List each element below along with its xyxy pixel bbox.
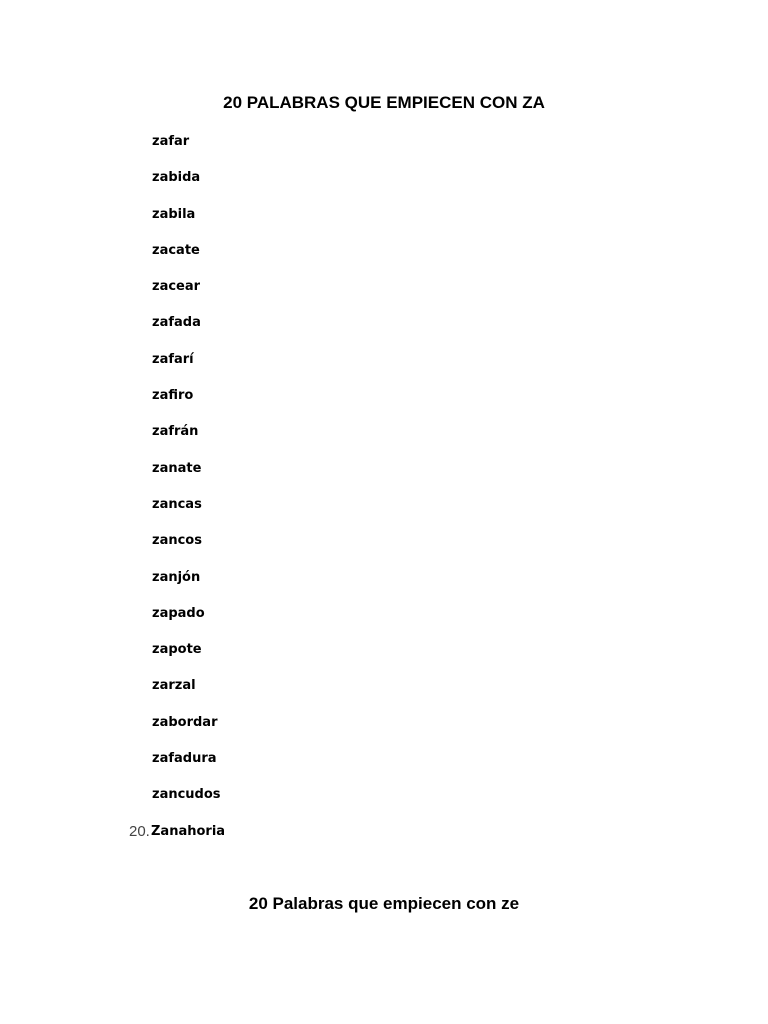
list-item-word: zanjón	[152, 569, 201, 585]
list-item	[0, 566, 400, 602]
list-item	[0, 384, 400, 420]
list-item-word: zarzal	[152, 678, 196, 694]
list-item-word: zafarí	[152, 351, 194, 367]
list-item	[0, 529, 400, 565]
page-title: 20 PALABRAS QUE EMPIECEN CON ZA	[223, 93, 545, 112]
word-list	[0, 130, 400, 856]
list-item-word: zafiro	[152, 388, 194, 404]
list-item	[0, 130, 400, 166]
list-item-word: zabida	[152, 170, 201, 186]
list-item	[0, 674, 400, 710]
list-item	[0, 457, 400, 493]
list-item-word: zapado	[152, 605, 205, 621]
list-item	[0, 166, 400, 202]
list-item	[0, 420, 400, 456]
list-item-word: zapote	[152, 642, 202, 658]
list-item	[0, 203, 400, 239]
list-item-word: zacear	[152, 279, 201, 295]
list-item	[0, 783, 400, 819]
list-item-word: zafada	[152, 315, 201, 331]
list-item	[0, 602, 400, 638]
list-item-word: zancas	[152, 496, 202, 512]
list-item-word: zabila	[152, 206, 196, 222]
list-item	[0, 820, 400, 856]
list-item	[0, 711, 400, 747]
section-title: 20 Palabras que empiecen con ze	[248, 894, 520, 913]
list-item-word: zafrán	[152, 424, 199, 440]
list-item-word: zabordar	[152, 714, 218, 730]
list-item	[0, 275, 400, 311]
list-item	[0, 348, 400, 384]
list-item-word: zanate	[152, 460, 202, 476]
list-item	[0, 239, 400, 275]
list-item-word: zancos	[152, 533, 202, 549]
list-item-word: zafadura	[152, 751, 217, 767]
list-item-number: 20.	[129, 822, 150, 840]
list-item	[0, 493, 400, 529]
list-item	[0, 747, 400, 783]
list-item-word: zancudos	[152, 787, 221, 803]
list-item	[0, 638, 400, 674]
list-item	[0, 311, 400, 347]
list-item-word: Zanahoria	[151, 823, 226, 839]
list-item-word: zafar	[152, 134, 190, 149]
list-item-word: zacate	[152, 242, 200, 258]
